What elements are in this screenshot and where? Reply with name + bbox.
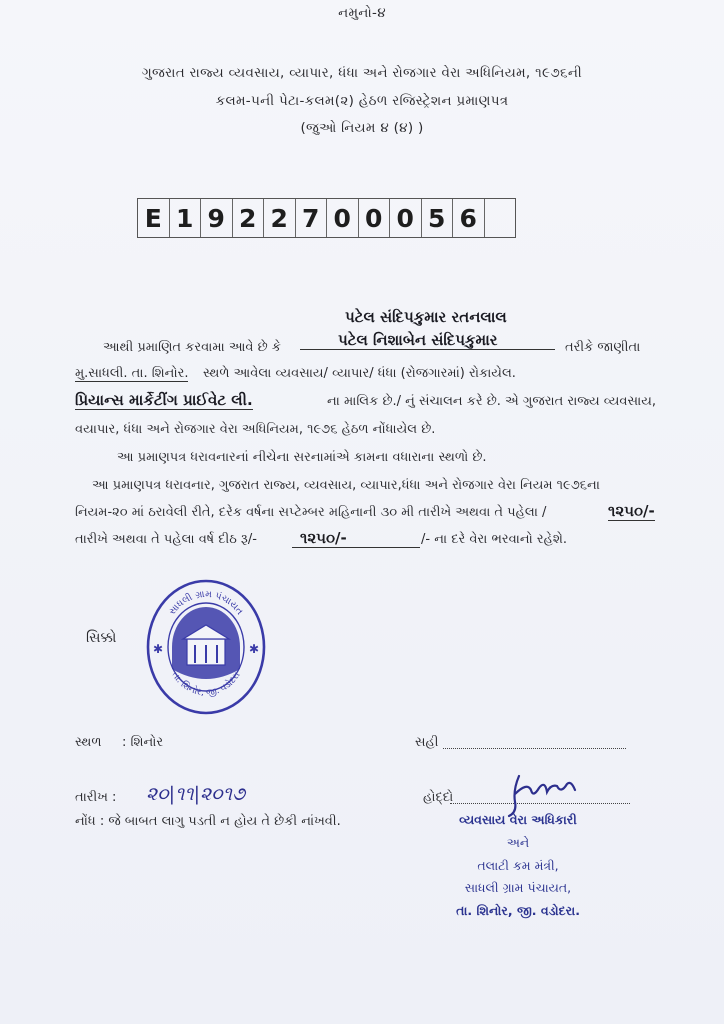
holder-name-1: પટેલ સંદિપકુમાર રતનલાલ: [345, 308, 507, 326]
panchayat-seal-stamp: [145, 577, 267, 717]
registration-digit-cell: 5: [422, 199, 454, 237]
date-value: ૨૦|૧૧|૨૦૧૭: [146, 783, 246, 805]
svg-text:✱: ✱: [249, 642, 260, 656]
registration-digit-cell: [485, 199, 516, 237]
registration-number: [137, 198, 516, 238]
registration-digit-cell: 9: [201, 199, 233, 237]
line7-prefix: નિયમ-૨૦ માં ઠરાવેલી રીતે, દરેક વર્ષના સપ્ટેમ્બર મહિનાની ૩૦ મી તારીખે અથવા તે પહેલા /: [75, 505, 547, 520]
registration-digit-cell: 0: [327, 199, 359, 237]
firm-name: પ્રિયાન્સ માર્કેટીંગ પ્રાઈવેટ લી.: [75, 391, 253, 409]
designation-label: હોદ્દો: [423, 790, 454, 805]
line3-rest: ના માલિક છે./ નું સંચાલન કરે છે. એ ગુજરાત રાજ્ય વ્યવસાય,: [327, 394, 657, 409]
signature-label: સહી: [415, 735, 439, 750]
amount-1: ૧૨૫૦/-: [608, 502, 655, 520]
line1-suffix: તરીકે જાણીતા: [565, 340, 641, 355]
registration-digit-cell: 7: [296, 199, 328, 237]
line8-prefix: તારીખે અથવા તે પહેલા વર્ષ દીઠ રૂ/-: [75, 532, 257, 547]
amount-2: ૧૨૫૦/-: [292, 529, 420, 548]
line8-suffix: /- ના દરે વેરા ભરવાનો રહેશે.: [421, 532, 568, 547]
registration-digit-cell: E: [138, 199, 170, 237]
registration-digit-cell: 0: [390, 199, 422, 237]
stamp-text-top: સાધલી ગ્રામ પંચાયત: [166, 588, 246, 618]
business-place: મુ.સાધલી. તા. શિનોર.: [75, 366, 189, 381]
registration-digit-cell: 0: [359, 199, 391, 237]
officer-line-3: તલાટી કમ મંત્રી,: [477, 858, 559, 873]
svg-text:✱: ✱: [153, 642, 164, 656]
title-line-1: ગુજરાત રાજ્ય વ્યવસાય, વ્યાપાર, ધંધા અને રોજગાર વેરા અધિનિયમ, ૧૯૭૬ની: [141, 65, 583, 81]
registration-digit-cell: 2: [264, 199, 296, 237]
officer-line-5: તા. શિનોર, જી. વડોદરા.: [456, 903, 580, 918]
line4: વયાપાર, ધંધા અને રોજગાર વેરા અધિનિયમ, ૧૯૭૬ હેઠળ નોંધાયેલ છે.: [75, 422, 436, 437]
line1-prefix: આથી પ્રમાણિત કરવામા આવે છે કે: [103, 340, 281, 355]
officer-line-2: અને: [506, 835, 530, 850]
registration-digit-cell: 2: [233, 199, 265, 237]
title-line-2: કલમ-૫ની પેટા-કલમ(૨) હેઠળ રજિસ્ટ્રેશન પ્રમાણપત્ર: [215, 93, 509, 109]
signature-line: [443, 748, 626, 749]
date-label: તારીખ :: [75, 790, 117, 805]
registration-digit-cell: 6: [453, 199, 485, 237]
officer-line-4: સાધલી ગ્રામ પંચાયત,: [464, 880, 572, 895]
registration-digit-cell: 1: [170, 199, 202, 237]
line2-rest: સ્થળે આવેલા વ્યવસાય/ વ્યાપાર/ ધંધા (રોજગારમાં) રોકાયેલ.: [203, 366, 516, 381]
form-number: નમુનો-૪: [338, 5, 386, 21]
title-line-3: (જુઓ નિયમ ૪ (૪) ): [300, 120, 424, 136]
line5: આ પ્રમાણપત્ર ધરાવનારનાં નીચેના સરનામાંએ કામના વધારાના સ્થળો છે.: [117, 450, 487, 465]
officer-line-1: વ્યવસાય વેરા અધિકારી: [459, 812, 577, 827]
holder-name-2: પટેલ નિશાબેન સંદિપકુમાર: [300, 331, 555, 350]
note: નોંધ : જે બાબત લાગુ પડતી ન હોય તે છેકી નાંખવી.: [75, 814, 341, 829]
line6: આ પ્રમાણપત્ર ધરાવનાર, ગુજરાત રાજ્ય, વ્યવસાય, વ્યાપાર,ધંધા અને રોજગાર વેરા નિયમ ૧૯૭૬ના: [92, 478, 600, 493]
place-value: : શિનોર: [122, 735, 164, 750]
place-label: સ્થળ: [75, 735, 102, 750]
seal-label: સિક્કો: [86, 630, 117, 646]
stamp-text-bottom: તા. શિનોર, જી. વડોદરા: [169, 670, 243, 699]
